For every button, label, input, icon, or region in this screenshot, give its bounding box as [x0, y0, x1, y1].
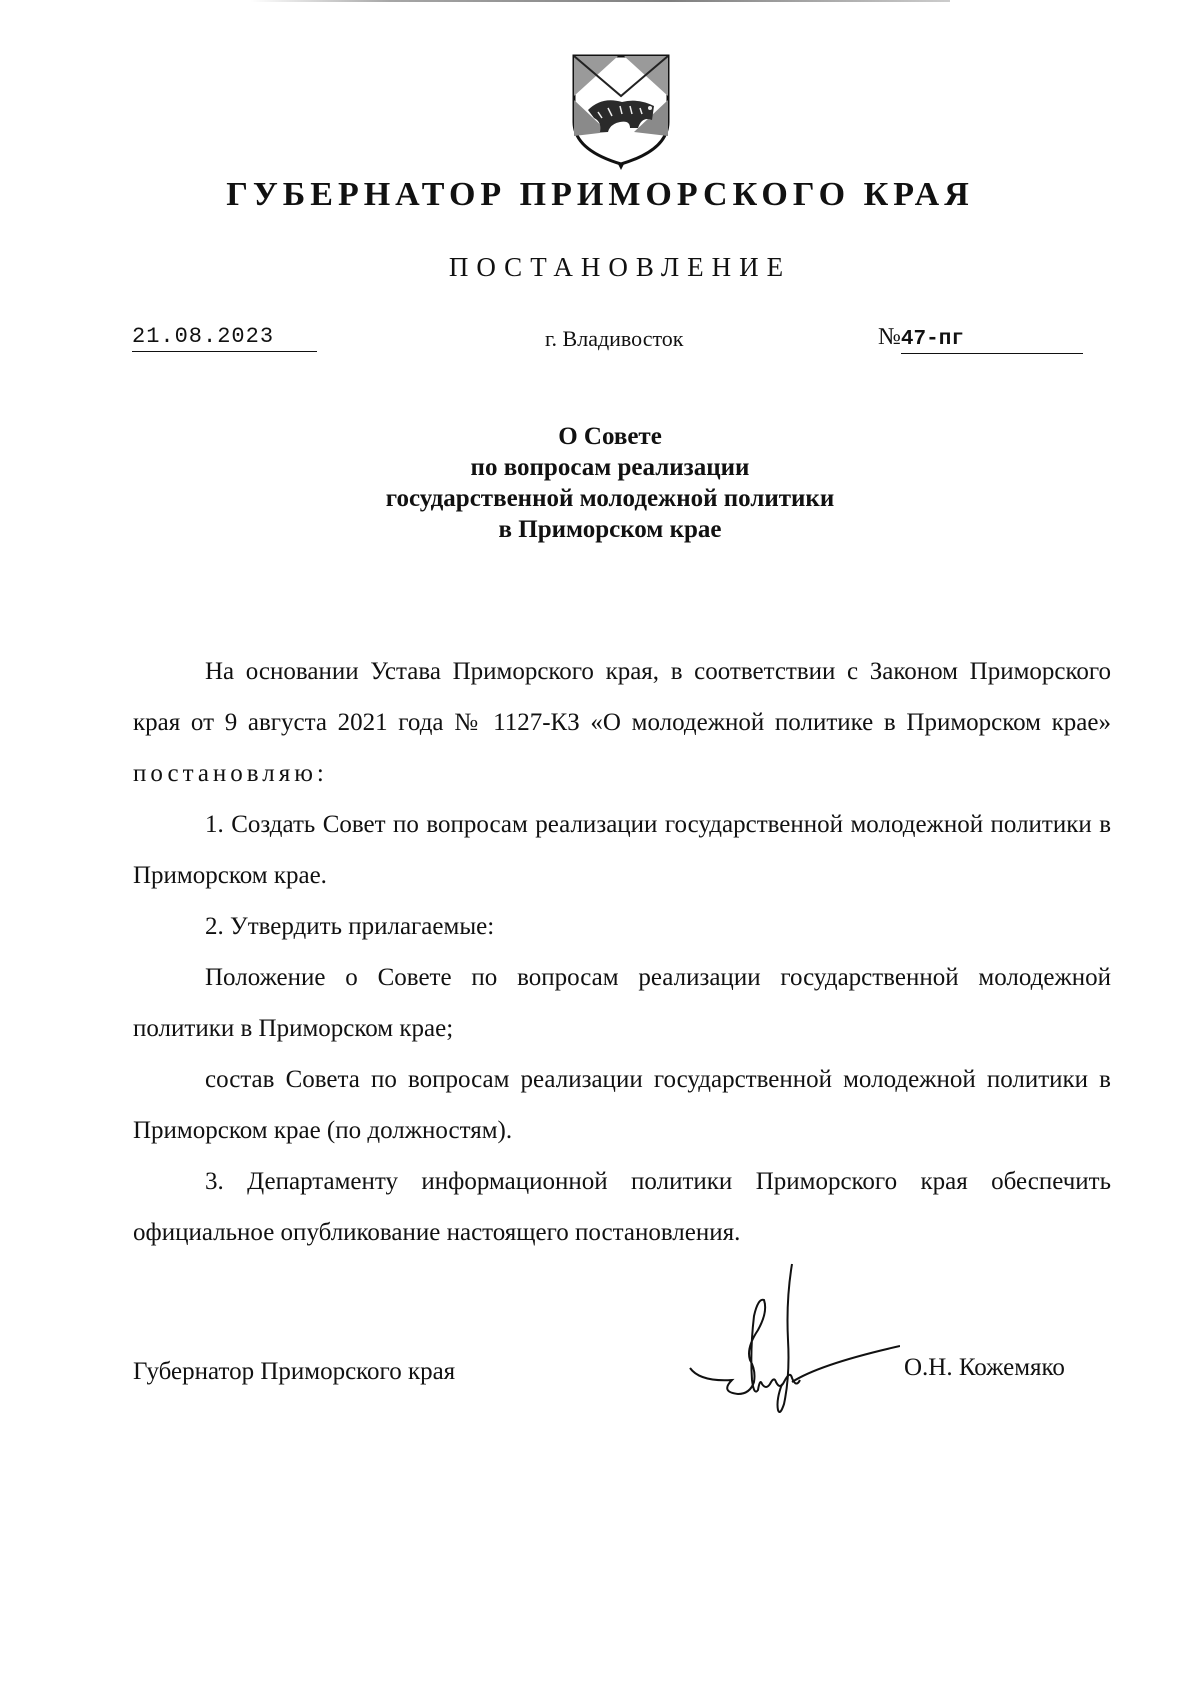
organization-title: ГУБЕРНАТОР ПРИМОРСКОГО КРАЯ	[226, 176, 974, 213]
scan-edge-mark	[250, 0, 950, 2]
item-paragraph: 3. Департаменту информационной политики Приморского края обеспечить официальное опубликование настоящего постановления.	[133, 1168, 1111, 1246]
number-value: 47-пг	[901, 328, 1083, 354]
resolve-word: постановляю:	[133, 760, 328, 787]
document-number	[878, 324, 1090, 354]
document-header-row	[0, 324, 1200, 364]
number-sign: №	[878, 324, 901, 350]
preamble-text: На основании Устава Приморского края, в соответствии с Законом Приморского края от 9 августа 2021 года № 1127-КЗ «О молодежной политике в Приморском крае»	[133, 658, 1111, 736]
signature-block	[0, 1238, 1200, 1428]
document-date: 21.08.2023	[132, 324, 317, 352]
handwritten-signature	[680, 1260, 900, 1418]
preamble-paragraph	[133, 646, 1111, 799]
signatory-name: О.Н. Кожемяко	[904, 1354, 1065, 1381]
subject-line: государственной молодежной политики	[385, 485, 835, 512]
document-city: г. Владивосток	[545, 326, 684, 351]
document-type: ПОСТАНОВЛЕНИЕ	[448, 252, 792, 282]
subject-line: по вопросам реализации	[470, 454, 750, 481]
item-paragraph: Положение о Совете по вопросам реализации государственной молодежной политики в Приморском крае;	[133, 964, 1111, 1042]
item-paragraph: 1. Создать Совет по вопросам реализации государственной молодежной политики в Приморском крае.	[133, 811, 1111, 889]
subject-line: О Совете	[558, 423, 662, 450]
subject-line: в Приморском крае	[498, 516, 722, 543]
document-subject	[0, 421, 1200, 545]
signatory-position: Губернатор Приморского края	[133, 1358, 456, 1385]
item-paragraph: состав Совета по вопросам реализации государственной молодежной политики в Приморском крае (по должностям).	[133, 1066, 1111, 1144]
coat-of-arms-icon	[568, 52, 674, 170]
document-body	[133, 646, 1111, 1258]
item-paragraph: 2. Утвердить прилагаемые:	[205, 913, 495, 940]
